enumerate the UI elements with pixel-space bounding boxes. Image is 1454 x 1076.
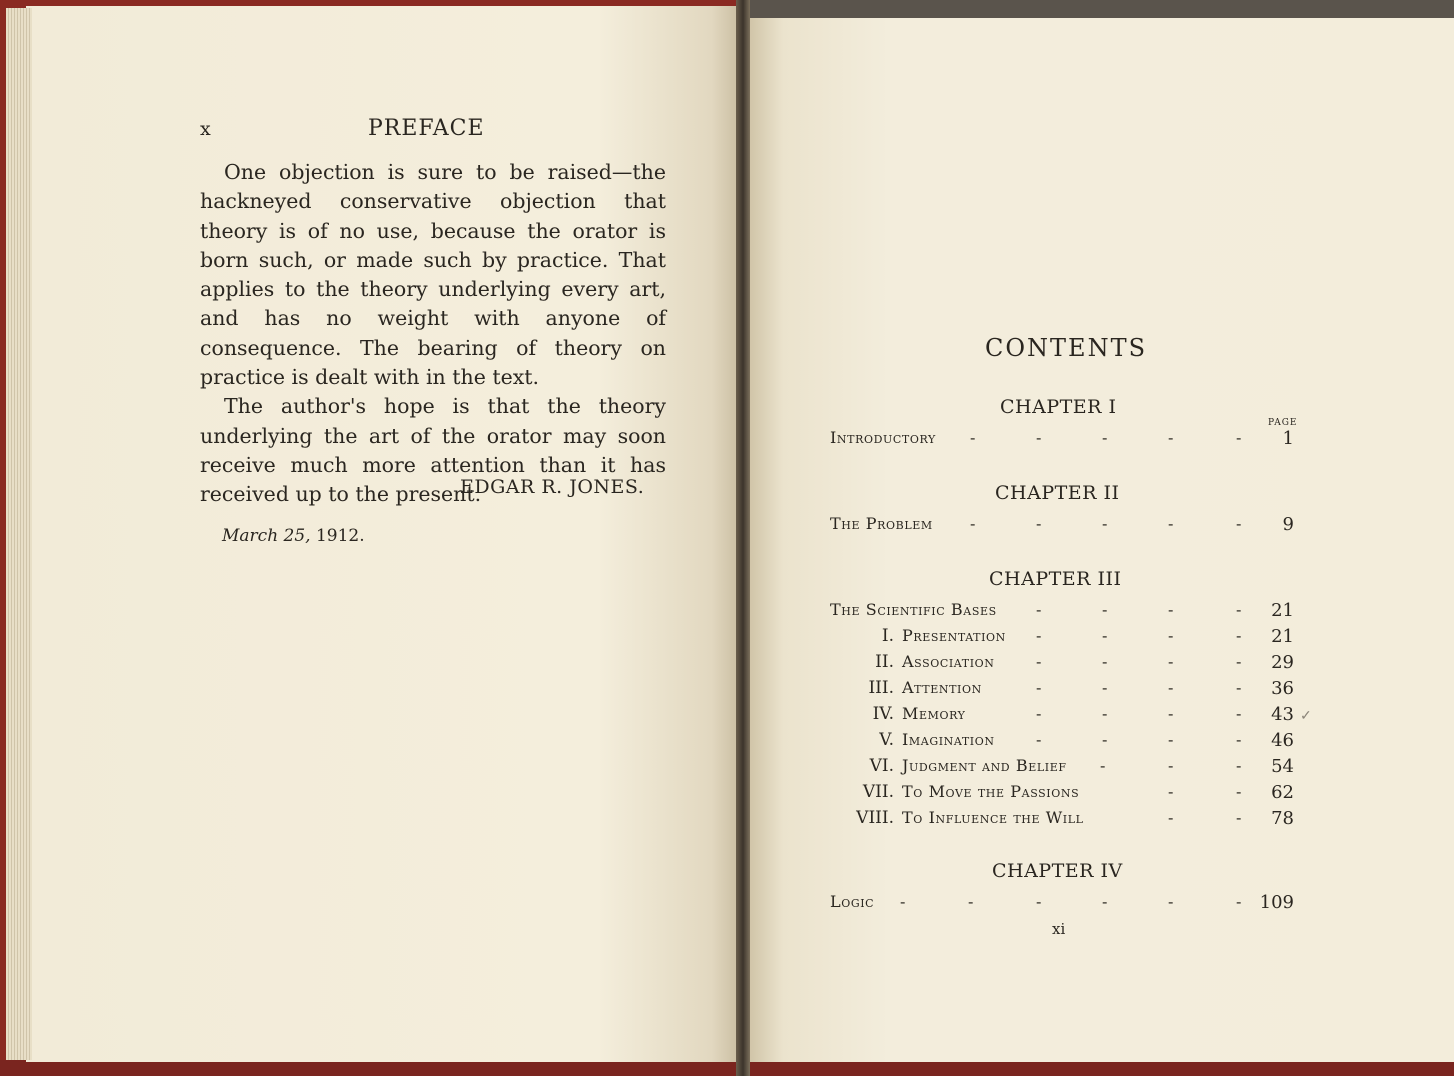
chapter-heading: CHAPTER IV [992,860,1123,882]
toc-entry-page: 29 [1271,652,1294,673]
toc-entry-title: The Scientific Bases [830,600,997,619]
toc-entry-title: Logic [830,892,875,911]
toc-entry [0,808,1454,832]
toc-entry-title: The Problem [830,514,933,533]
toc-entry-number: II. [875,652,894,672]
toc-entry-number: V. [879,730,894,750]
toc-entry [0,652,1454,676]
toc-entry-page: 21 [1271,626,1294,647]
leader-dash: - [1036,678,1042,697]
leader-dash: - [1236,600,1242,619]
leader-dash: - [1168,808,1174,827]
leader-dash: - [1168,428,1174,447]
toc-entry-page: 1 [1282,428,1294,449]
toc-entry [0,756,1454,780]
leader-dash: - [1236,756,1242,775]
toc-entry-title: Attention [902,678,982,697]
leader-dash: - [1236,428,1242,447]
toc-entry [0,782,1454,806]
leader-dash: - [1236,730,1242,749]
toc-entry [0,704,1454,728]
leader-dash: - [1036,652,1042,671]
leader-dash: - [1102,704,1108,723]
date-year: 1912. [315,526,365,546]
leader-dash: - [1168,704,1174,723]
toc-entry-title: To Influence the Will [902,808,1084,827]
preface-title: PREFACE [368,116,485,141]
toc-entry-page: 21 [1271,600,1294,621]
leader-dash: - [1102,600,1108,619]
toc-entry-title: To Move the Passions [902,782,1080,801]
toc-entry-page: 9 [1282,514,1294,535]
toc-entry [0,730,1454,754]
leader-dash: - [1168,514,1174,533]
author-signature: EDGAR R. JONES. [460,476,645,498]
toc-entry-title: Imagination [902,730,995,749]
running-head [200,116,668,146]
leader-dash: - [1236,782,1242,801]
toc-entry-page: 62 [1271,782,1294,803]
page-column-label: PAGE [1268,418,1298,428]
leader-dash: - [1168,678,1174,697]
leader-dash: - [1102,678,1108,697]
contents-title: CONTENTS [985,334,1148,362]
toc-entry-title: Association [902,652,995,671]
toc-entry-page: 54 [1271,756,1294,777]
leader-dash: - [970,514,976,533]
leader-dash: - [1168,730,1174,749]
leader-dash: - [1236,626,1242,645]
leader-dash: - [1036,600,1042,619]
toc-entry [0,514,1454,538]
leader-dash: - [1036,626,1042,645]
leader-dash: - [1036,428,1042,447]
leader-dash: - [1236,704,1242,723]
leader-dash: - [1168,600,1174,619]
leader-dash: - [1102,652,1108,671]
toc-entry-title: Presentation [902,626,1006,645]
preface-text [200,158,666,510]
toc-entry-title: Judgment and Belief [902,756,1067,775]
leader-dash: - [1102,892,1108,911]
leader-dash: - [1102,514,1108,533]
chapter-heading: CHAPTER II [995,482,1120,504]
toc-entry-number: III. [868,678,894,698]
leader-dash: - [1168,652,1174,671]
toc-entry-title: Introductory [830,428,936,447]
leader-dash: - [968,892,974,911]
toc-entry-title: Memory [902,704,966,723]
leader-dash: - [1102,626,1108,645]
pencil-check-mark: ✓ [1300,708,1312,724]
preface-paragraph-2: The author's hope is that the theory underlying the art of the orator may soon receive much more attention than it has received up to the present. [200,394,666,507]
toc-entry-page: 109 [1259,892,1294,913]
leader-dash: - [1236,808,1242,827]
toc-entry [0,678,1454,702]
toc-entry-page: 78 [1271,808,1294,829]
toc-entry-number: VII. [862,782,894,802]
leader-dash: - [1168,782,1174,801]
toc-entry-page: 36 [1271,678,1294,699]
left-folio: x [200,118,211,140]
leader-dash: - [1236,892,1242,911]
toc-entry-number: I. [881,626,894,646]
toc-entry-number: VIII. [856,808,894,828]
leader-dash: - [1168,626,1174,645]
toc-entry [0,892,1454,916]
chapter-heading: CHAPTER III [989,568,1122,590]
leader-dash: - [1036,704,1042,723]
toc-entry [0,428,1454,452]
book-cover-bottom [0,1060,1454,1076]
preface-paragraph-1: One objection is sure to be raised—the hackneyed conservative objection that theory is of no use, because the orator is born such, or made such by practice. That applies to the theory underlying every art, and has no weight with anyone of consequence. The bearing of theory on practice is dealt with in the text. [200,160,666,390]
leader-dash: - [1168,892,1174,911]
toc-entry-page: 46 [1271,730,1294,751]
leader-dash: - [1102,428,1108,447]
date-month-day: March 25, [222,526,311,546]
background-above-right-page [748,0,1454,18]
toc-entry-page: 43 [1271,704,1294,725]
leader-dash: - [1036,892,1042,911]
leader-dash: - [1102,730,1108,749]
right-folio: xi [1052,920,1066,938]
leader-dash: - [1236,652,1242,671]
leader-dash: - [1100,756,1106,775]
leader-dash: - [1036,514,1042,533]
toc-entry-number: IV. [872,704,894,724]
leader-dash: - [1168,756,1174,775]
toc-entry-number: VI. [869,756,894,776]
leader-dash: - [1036,730,1042,749]
chapter-heading: CHAPTER I [1000,396,1117,418]
leader-dash: - [1236,514,1242,533]
leader-dash: - [970,428,976,447]
toc-entry [0,626,1454,650]
leader-dash: - [1236,678,1242,697]
leader-dash: - [900,892,906,911]
toc-entry [0,600,1454,624]
